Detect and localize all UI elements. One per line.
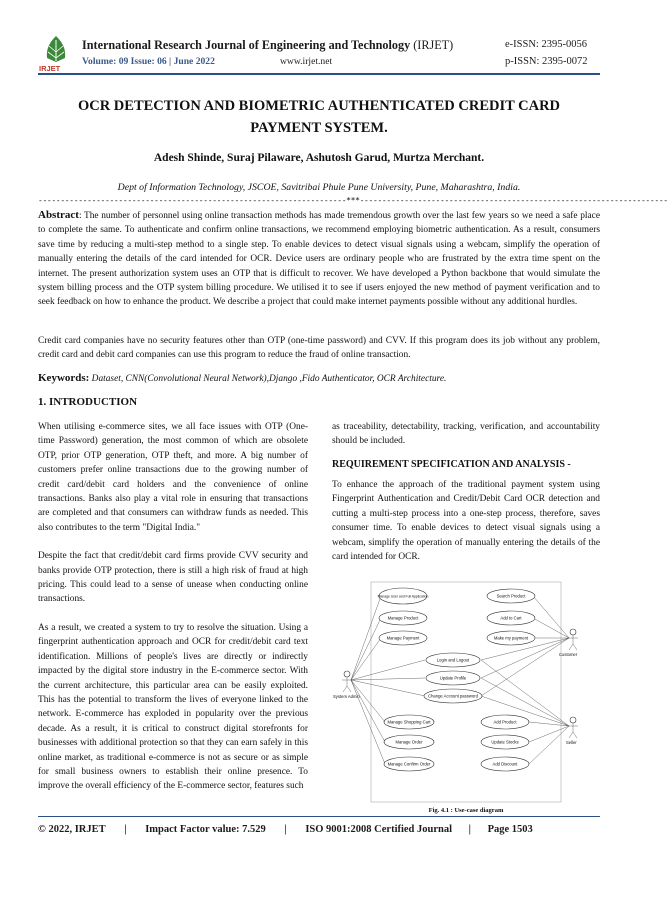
use-case-label: Manage Shopping Cart (387, 719, 431, 725)
title-line-1: OCR DETECTION AND BIOMETRIC AUTHENTICATED CREDIT CARD (77, 98, 561, 114)
use-case-label: Add to Cart (500, 615, 522, 621)
footer-sep: | (284, 824, 287, 835)
keywords (38, 372, 600, 384)
use-case (487, 611, 535, 625)
abstract-paragraph-2: Credit card companies have no security features other than OTP (one-time password) and CVV. If this program does its job without any problem, credit card and debit card companies can use this program to reduce the fraud of online transaction. (38, 336, 600, 361)
actor-label: Customer (559, 652, 578, 657)
use-case (379, 611, 427, 625)
footer-sep: | (468, 824, 471, 835)
use-case (487, 631, 535, 645)
figure-caption: Fig. 4.1 : Use-case diagram (428, 807, 504, 814)
intro-paragraph-2: Despite the fact that credit/debit card firms provide CVV security and banks provide OTP protection, there is still a high risk of fraud at high pricing. This could lead to a sense of unease when conducting online transactions. (38, 551, 308, 605)
section-heading-requirements: REQUIREMENT SPECIFICATION AND ANALYSIS - (332, 459, 571, 470)
journal-name (82, 38, 453, 53)
page-footer (38, 824, 600, 835)
use-case-label: Update Stocks (491, 739, 519, 745)
journal-abbr: (IRJET) (413, 38, 454, 52)
use-case-label: Search Product (496, 593, 526, 599)
footer-impact: Impact Factor value: 7.529 (145, 824, 266, 835)
logo-text: IRJET (39, 64, 61, 73)
use-case (487, 589, 535, 603)
use-case-diagram (333, 580, 597, 804)
use-case (481, 757, 529, 771)
use-case-label: Manage Product (387, 615, 419, 621)
footer-copyright: © 2022, IRJET (38, 824, 106, 835)
use-case-label: Login and Logout (436, 657, 470, 663)
use-case-label: Update Profile (439, 675, 467, 681)
use-case (424, 689, 482, 703)
actor-customer (559, 629, 578, 657)
abstract (38, 208, 600, 310)
actor-system-admin (333, 671, 360, 699)
footer-iso: ISO 9001:2008 Certified Journal (305, 824, 453, 835)
paper-title (40, 95, 598, 139)
intro-paragraph-continued: as traceability, detectability, tracking, verification, and accountability should be included. (332, 422, 600, 447)
footer-divider (38, 816, 600, 817)
abstract-label: Abstract (38, 209, 79, 221)
use-case (481, 735, 529, 749)
actor-seller (566, 717, 578, 745)
use-case (426, 671, 480, 685)
journal-name-text: International Research Journal of Engineering and Technology (82, 38, 411, 52)
use-case (481, 715, 529, 729)
use-case-label: Manage Payment (386, 635, 420, 641)
use-case-label: Make my payment (493, 635, 529, 641)
use-case-label: Add Product (493, 719, 517, 725)
use-case (426, 653, 480, 667)
p-issn: p-ISSN: 2395-0072 (505, 56, 588, 67)
volume-issue: Volume: 09 Issue: 06 | June 2022 (82, 56, 215, 67)
use-case-label: Change Account password (428, 693, 478, 699)
use-case-label: Add Discount (492, 761, 518, 767)
actor-label: System Admin (333, 694, 360, 699)
requirements-text: To enhance the approach of the traditional payment system using Fingerprint Authentication and Credit/Debit Card OCR detection and cutting a multi-step process into a one-step process, therefore, saves consumer time. To enable devices to detect visual signals using a webcam, simplify the operation of manually entering the details of the card intended for OCR. (332, 480, 600, 563)
actor-label: Seller (566, 740, 577, 745)
website-link[interactable]: www.irjet.net (280, 56, 333, 67)
use-case-label: Manage User and Full Application (377, 594, 429, 599)
use-case (384, 757, 434, 771)
section-heading-introduction: 1. INTRODUCTION (38, 396, 138, 408)
intro-paragraph-1: When utilising e-commerce sites, we all face issues with OTP (One-time Password) generation, the most common of which are obsolete OTP, prior OTP generation, OTP theft, and more. A big number of customers prefer online transactions due to the growing number of credit card/debit card holders and the convenience of online transactions. Banks also play a vital role in ensuring that transactions are completed and that consumers can withdraw funds as needed. This also contributes to the term "Digital India." (38, 422, 308, 533)
section-separator: ---------------------------------------------------------------------***--------------------------------------------------------------------- (38, 196, 668, 205)
use-case (384, 735, 434, 749)
keywords-label: Keywords: (38, 372, 90, 384)
use-case (378, 588, 429, 604)
header-divider (38, 73, 600, 75)
footer-sep: | (124, 824, 127, 835)
left-column (38, 420, 308, 808)
use-case (379, 631, 427, 645)
title-line-2: PAYMENT SYSTEM. (250, 120, 388, 136)
abstract-text: : The number of personnel using online transaction methods has made tremendous growth over the last few years so we need a safe place to complete the same. To authenticate and confirm online transactions, we recommend employing biometric authentication. As a result, consumers save time by reducing a multi-step method to a single step. To enable devices to detect visual signals using a webcam, simplify the operation of manually entering the details of the card intended for OCR. Device users are ordinary people who are frustrated by the extra time spent on the internet. The present authorization system uses an OTP that is difficult to recover. We have developed a Python backbone that would simulate the system billing process and the OTP system billing procedure. We utilised it to see if users enjoyed the new method of payment verification and to seek feedback on how to enhance the product. We describe a project that could make internet payments possible without any additional hurdles. (38, 211, 600, 308)
use-case-label: Manage Order (395, 739, 423, 745)
footer-page: Page 1503 (487, 824, 533, 835)
use-case-label: Manage Confirm Order (387, 761, 431, 767)
e-issn: e-ISSN: 2395-0056 (505, 39, 587, 50)
use-case (384, 715, 434, 729)
keywords-text: Dataset, CNN(Convolutional Neural Network),Django ,Fido Authenticator, OCR Architecture. (89, 374, 447, 384)
authors: Adesh Shinde, Suraj Pilaware, Ashutosh Garud, Murtza Merchant. (153, 152, 485, 164)
intro-paragraph-3: As a result, we created a system to try to resolve the situation. Using a fingerprint authentication approach and OCR for credit/debit card text identification. Millions of people's lives are directly or indirectly impacted by the digital store industry in the E-commerce sector. With the current architecture, this particular area can be easily exploited. This has the potential to transform the lives of everyone linked to the network. E-commerce has exploded in popularity over the previous decade. As a result, it is critical to construct digital storefronts for businesses with additional protection so that they can earn safely in this online market, as traditional e-commerce is not as secure or as simple for small business owners to establish their online presence. To improve the overall efficiency of the E-commerce sector, features such (38, 622, 308, 792)
affiliation: Dept of Information Technology, JSCOE, Savitribai Phule Pune University, Pune, Maharashtra, India. (117, 182, 521, 193)
right-column (332, 420, 600, 463)
